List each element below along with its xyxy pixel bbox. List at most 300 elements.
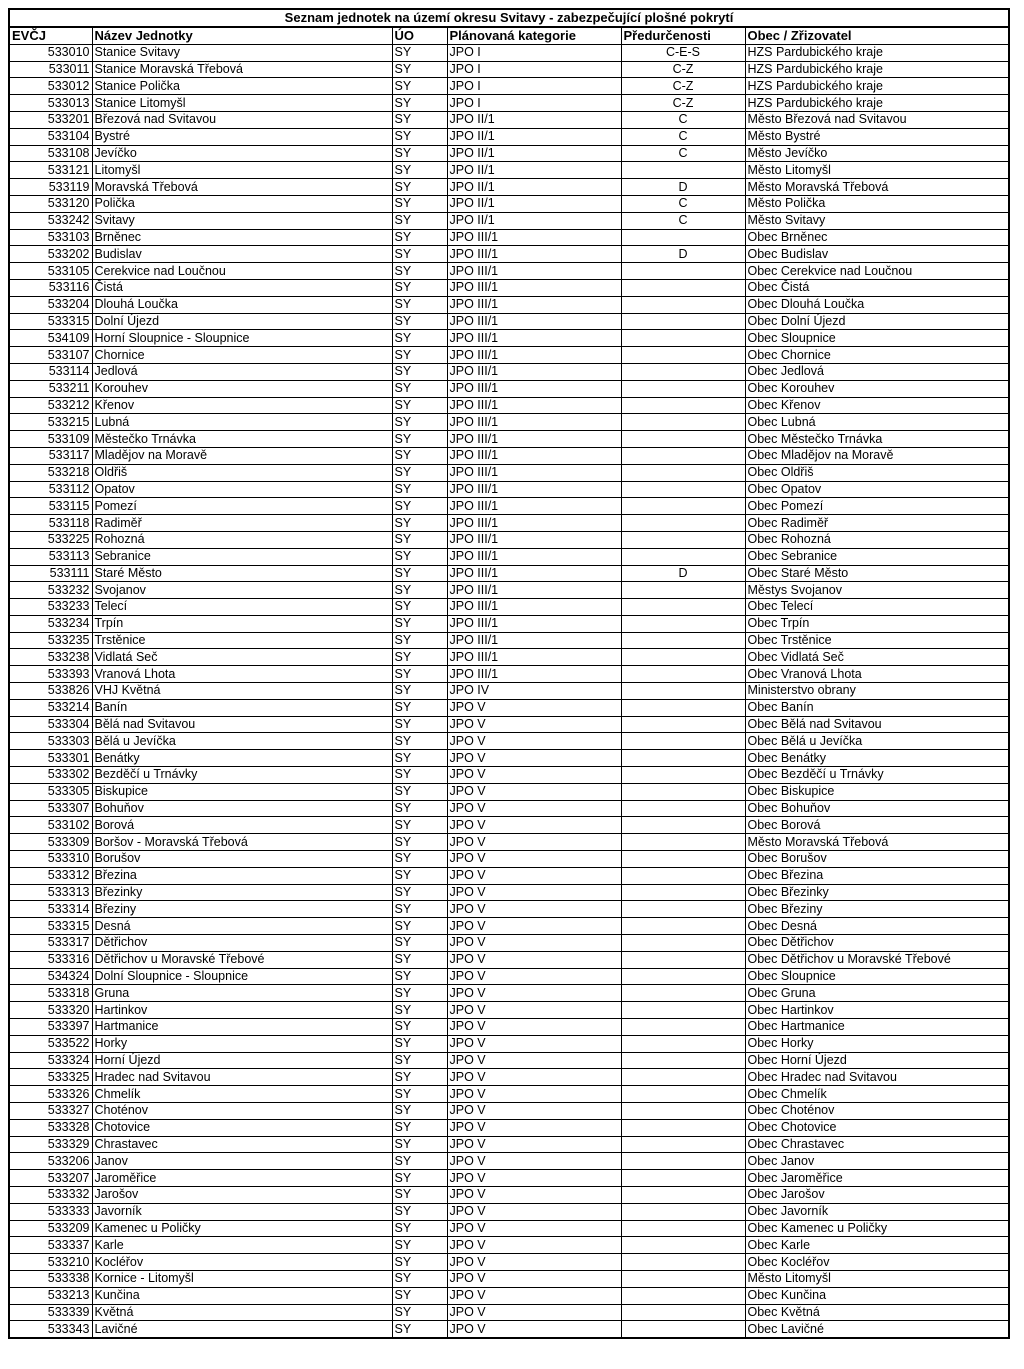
predetermination-cell xyxy=(621,1069,745,1086)
evcj-cell: 533327 xyxy=(10,1103,92,1120)
table-row xyxy=(10,498,1008,515)
unit-name-cell: Křenov xyxy=(92,397,392,414)
table-row xyxy=(10,263,1008,280)
municipality-cell: Obec Oldřiš xyxy=(745,464,1008,481)
unit-name-cell: Dětřichov xyxy=(92,935,392,952)
evcj-cell: 533315 xyxy=(10,313,92,330)
municipality-cell: Ministerstvo obrany xyxy=(745,683,1008,700)
category-cell: JPO V xyxy=(447,1052,621,1069)
evcj-cell: 533339 xyxy=(10,1304,92,1321)
evcj-cell: 533010 xyxy=(10,44,92,61)
predetermination-cell: C xyxy=(621,111,745,128)
table-row xyxy=(10,431,1008,448)
category-cell: JPO III/1 xyxy=(447,531,621,548)
evcj-cell: 533214 xyxy=(10,699,92,716)
predetermination-cell xyxy=(621,1153,745,1170)
evcj-cell: 533310 xyxy=(10,851,92,868)
table-row xyxy=(10,1287,1008,1304)
uo-cell: SY xyxy=(392,95,447,112)
predetermination-cell xyxy=(621,515,745,532)
municipality-cell: Obec Březinky xyxy=(745,884,1008,901)
municipality-cell: Obec Benátky xyxy=(745,750,1008,767)
predetermination-cell xyxy=(621,733,745,750)
municipality-cell: Obec Dolní Újezd xyxy=(745,313,1008,330)
evcj-cell: 533013 xyxy=(10,95,92,112)
uo-cell: SY xyxy=(392,531,447,548)
uo-cell: SY xyxy=(392,296,447,313)
unit-name-cell: Březová nad Svitavou xyxy=(92,111,392,128)
evcj-cell: 533111 xyxy=(10,565,92,582)
category-cell: JPO V xyxy=(447,867,621,884)
predetermination-cell xyxy=(621,666,745,683)
evcj-cell: 533305 xyxy=(10,783,92,800)
predetermination-cell xyxy=(621,1237,745,1254)
evcj-cell: 533304 xyxy=(10,716,92,733)
table-row xyxy=(10,699,1008,716)
unit-name-cell: Benátky xyxy=(92,750,392,767)
uo-cell: SY xyxy=(392,515,447,532)
category-cell: JPO V xyxy=(447,1270,621,1287)
predetermination-cell xyxy=(621,263,745,280)
municipality-cell: Obec Karle xyxy=(745,1237,1008,1254)
uo-cell: SY xyxy=(392,767,447,784)
predetermination-cell xyxy=(621,414,745,431)
evcj-cell: 533242 xyxy=(10,212,92,229)
table-row xyxy=(10,951,1008,968)
category-cell: JPO III/1 xyxy=(447,599,621,616)
unit-name-cell: Bělá u Jevíčka xyxy=(92,733,392,750)
evcj-cell: 533210 xyxy=(10,1254,92,1271)
category-cell: JPO V xyxy=(447,750,621,767)
unit-name-cell: Chrastavec xyxy=(92,1136,392,1153)
category-cell: JPO III/1 xyxy=(447,414,621,431)
evcj-cell: 533113 xyxy=(10,548,92,565)
category-cell: JPO III/1 xyxy=(447,347,621,364)
table-row xyxy=(10,1170,1008,1187)
evcj-cell: 533316 xyxy=(10,951,92,968)
municipality-cell: Obec Chotovice xyxy=(745,1119,1008,1136)
table-row xyxy=(10,128,1008,145)
table-row xyxy=(10,666,1008,683)
evcj-cell: 533301 xyxy=(10,750,92,767)
predetermination-cell xyxy=(621,683,745,700)
table-row xyxy=(10,683,1008,700)
unit-name-cell: Mladějov na Moravě xyxy=(92,447,392,464)
municipality-cell: Město Polička xyxy=(745,195,1008,212)
table-row xyxy=(10,1186,1008,1203)
uo-cell: SY xyxy=(392,380,447,397)
category-cell: JPO V xyxy=(447,767,621,784)
units-table xyxy=(10,27,1008,1337)
table-row xyxy=(10,599,1008,616)
category-cell: JPO V xyxy=(447,1203,621,1220)
uo-cell: SY xyxy=(392,1254,447,1271)
predetermination-cell: D xyxy=(621,179,745,196)
unit-name-cell: Sebranice xyxy=(92,548,392,565)
predetermination-cell xyxy=(621,1002,745,1019)
category-cell: JPO II/1 xyxy=(447,212,621,229)
uo-cell: SY xyxy=(392,1136,447,1153)
uo-cell: SY xyxy=(392,1119,447,1136)
table-row xyxy=(10,632,1008,649)
municipality-cell: Obec Brněnec xyxy=(745,229,1008,246)
predetermination-cell xyxy=(621,1203,745,1220)
evcj-cell: 533209 xyxy=(10,1220,92,1237)
category-cell: JPO III/1 xyxy=(447,330,621,347)
uo-cell: SY xyxy=(392,716,447,733)
evcj-cell: 533343 xyxy=(10,1321,92,1337)
evcj-cell: 533107 xyxy=(10,347,92,364)
unit-name-cell: Stanice Svitavy xyxy=(92,44,392,61)
predetermination-cell xyxy=(621,1119,745,1136)
category-cell: JPO V xyxy=(447,985,621,1002)
unit-name-cell: Trpín xyxy=(92,615,392,632)
uo-cell: SY xyxy=(392,985,447,1002)
table-row xyxy=(10,901,1008,918)
predetermination-cell xyxy=(621,447,745,464)
table-row xyxy=(10,1136,1008,1153)
unit-name-cell: Bezděčí u Trnávky xyxy=(92,767,392,784)
evcj-cell: 533393 xyxy=(10,666,92,683)
category-cell: JPO I xyxy=(447,78,621,95)
unit-name-cell: Polička xyxy=(92,195,392,212)
evcj-cell: 534109 xyxy=(10,330,92,347)
unit-name-cell: Stanice Polička xyxy=(92,78,392,95)
predetermination-cell xyxy=(621,279,745,296)
table-row xyxy=(10,867,1008,884)
unit-name-cell: Opatov xyxy=(92,481,392,498)
table-row xyxy=(10,397,1008,414)
category-cell: JPO V xyxy=(447,935,621,952)
predetermination-cell xyxy=(621,1103,745,1120)
table-row xyxy=(10,447,1008,464)
predetermination-cell: C xyxy=(621,195,745,212)
unit-name-cell: Stanice Litomyšl xyxy=(92,95,392,112)
category-cell: JPO V xyxy=(447,800,621,817)
predetermination-cell xyxy=(621,767,745,784)
category-cell: JPO V xyxy=(447,1086,621,1103)
table-row xyxy=(10,1304,1008,1321)
category-cell: JPO III/1 xyxy=(447,615,621,632)
predetermination-cell xyxy=(621,1287,745,1304)
municipality-cell: Obec Desná xyxy=(745,918,1008,935)
unit-name-cell: Trstěnice xyxy=(92,632,392,649)
evcj-cell: 533120 xyxy=(10,195,92,212)
unit-name-cell: Jedlová xyxy=(92,363,392,380)
uo-cell: SY xyxy=(392,78,447,95)
unit-name-cell: Vranová Lhota xyxy=(92,666,392,683)
uo-cell: SY xyxy=(392,1321,447,1337)
unit-name-cell: Javorník xyxy=(92,1203,392,1220)
municipality-cell: Město Litomyšl xyxy=(745,162,1008,179)
municipality-cell: Obec Biskupice xyxy=(745,783,1008,800)
category-cell: JPO I xyxy=(447,44,621,61)
unit-name-cell: Lavičné xyxy=(92,1321,392,1337)
predetermination-cell xyxy=(621,1220,745,1237)
evcj-cell: 533201 xyxy=(10,111,92,128)
table-row xyxy=(10,1254,1008,1271)
evcj-cell: 533218 xyxy=(10,464,92,481)
municipality-cell: HZS Pardubického kraje xyxy=(745,78,1008,95)
municipality-cell: Město Březová nad Svitavou xyxy=(745,111,1008,128)
municipality-cell: Městys Svojanov xyxy=(745,582,1008,599)
evcj-cell: 533202 xyxy=(10,246,92,263)
category-cell: JPO III/1 xyxy=(447,279,621,296)
unit-name-cell: Radiměř xyxy=(92,515,392,532)
predetermination-cell xyxy=(621,1136,745,1153)
evcj-cell: 533324 xyxy=(10,1052,92,1069)
unit-name-cell: Bystré xyxy=(92,128,392,145)
municipality-cell: Obec Vranová Lhota xyxy=(745,666,1008,683)
evcj-cell: 533104 xyxy=(10,128,92,145)
unit-name-cell: Korouhev xyxy=(92,380,392,397)
evcj-cell: 533338 xyxy=(10,1270,92,1287)
predetermination-cell xyxy=(621,851,745,868)
evcj-cell: 533333 xyxy=(10,1203,92,1220)
predetermination-cell xyxy=(621,750,745,767)
category-cell: JPO III/1 xyxy=(447,565,621,582)
table-row xyxy=(10,1220,1008,1237)
table-row xyxy=(10,1069,1008,1086)
evcj-cell: 533309 xyxy=(10,834,92,851)
predetermination-cell xyxy=(621,901,745,918)
category-cell: JPO V xyxy=(447,733,621,750)
municipality-cell: Město Bystré xyxy=(745,128,1008,145)
evcj-cell: 533232 xyxy=(10,582,92,599)
municipality-cell: Obec Jedlová xyxy=(745,363,1008,380)
table-row xyxy=(10,111,1008,128)
table-row xyxy=(10,565,1008,582)
uo-cell: SY xyxy=(392,498,447,515)
uo-cell: SY xyxy=(392,179,447,196)
predetermination-cell xyxy=(621,481,745,498)
uo-cell: SY xyxy=(392,1052,447,1069)
unit-name-cell: Čistá xyxy=(92,279,392,296)
predetermination-cell xyxy=(621,431,745,448)
unit-name-cell: Dolní Újezd xyxy=(92,313,392,330)
table-row xyxy=(10,363,1008,380)
municipality-cell: HZS Pardubického kraje xyxy=(745,61,1008,78)
predetermination-cell xyxy=(621,699,745,716)
unit-name-cell: Boršov - Moravská Třebová xyxy=(92,834,392,851)
municipality-cell: Obec Trstěnice xyxy=(745,632,1008,649)
predetermination-cell xyxy=(621,884,745,901)
evcj-cell: 533118 xyxy=(10,515,92,532)
predetermination-cell xyxy=(621,632,745,649)
unit-name-cell: Choténov xyxy=(92,1103,392,1120)
table-row xyxy=(10,1237,1008,1254)
evcj-cell: 533328 xyxy=(10,1119,92,1136)
category-cell: JPO II/1 xyxy=(447,195,621,212)
predetermination-cell xyxy=(621,363,745,380)
category-cell: JPO III/1 xyxy=(447,447,621,464)
category-cell: JPO III/1 xyxy=(447,481,621,498)
uo-cell: SY xyxy=(392,44,447,61)
table-row xyxy=(10,212,1008,229)
col-header-category: Plánovaná kategorie xyxy=(447,28,621,45)
uo-cell: SY xyxy=(392,951,447,968)
table-row xyxy=(10,1321,1008,1337)
table-row xyxy=(10,279,1008,296)
predetermination-cell xyxy=(621,1254,745,1271)
uo-cell: SY xyxy=(392,61,447,78)
evcj-cell: 533103 xyxy=(10,229,92,246)
predetermination-cell xyxy=(621,380,745,397)
uo-cell: SY xyxy=(392,1170,447,1187)
category-cell: JPO V xyxy=(447,1304,621,1321)
table-row xyxy=(10,800,1008,817)
table-row xyxy=(10,347,1008,364)
uo-cell: SY xyxy=(392,632,447,649)
category-cell: JPO I xyxy=(447,95,621,112)
uo-cell: SY xyxy=(392,615,447,632)
unit-name-cell: Oldřiš xyxy=(92,464,392,481)
uo-cell: SY xyxy=(392,1304,447,1321)
uo-cell: SY xyxy=(392,1220,447,1237)
evcj-cell: 533235 xyxy=(10,632,92,649)
table-row xyxy=(10,733,1008,750)
evcj-cell: 533116 xyxy=(10,279,92,296)
evcj-cell: 533332 xyxy=(10,1186,92,1203)
uo-cell: SY xyxy=(392,246,447,263)
category-cell: JPO V xyxy=(447,1019,621,1036)
evcj-cell: 533318 xyxy=(10,985,92,1002)
predetermination-cell xyxy=(621,330,745,347)
category-cell: JPO V xyxy=(447,1069,621,1086)
unit-name-cell: Hartinkov xyxy=(92,1002,392,1019)
uo-cell: SY xyxy=(392,666,447,683)
evcj-cell: 533329 xyxy=(10,1136,92,1153)
table-row xyxy=(10,1019,1008,1036)
table-row xyxy=(10,884,1008,901)
predetermination-cell xyxy=(621,985,745,1002)
predetermination-cell: C xyxy=(621,212,745,229)
predetermination-cell xyxy=(621,1321,745,1337)
table-row xyxy=(10,78,1008,95)
table-row xyxy=(10,1035,1008,1052)
category-cell: JPO V xyxy=(447,1035,621,1052)
table-row xyxy=(10,531,1008,548)
uo-cell: SY xyxy=(392,817,447,834)
unit-name-cell: Cerekvice nad Loučnou xyxy=(92,263,392,280)
uo-cell: SY xyxy=(392,1270,447,1287)
table-row xyxy=(10,750,1008,767)
evcj-cell: 533215 xyxy=(10,414,92,431)
table-row xyxy=(10,229,1008,246)
evcj-cell: 533312 xyxy=(10,867,92,884)
category-cell: JPO V xyxy=(447,1186,621,1203)
municipality-cell: Obec Kamenec u Poličky xyxy=(745,1220,1008,1237)
uo-cell: SY xyxy=(392,145,447,162)
unit-name-cell: Borušov xyxy=(92,851,392,868)
evcj-cell: 534324 xyxy=(10,968,92,985)
unit-name-cell: Kamenec u Poličky xyxy=(92,1220,392,1237)
evcj-cell: 533012 xyxy=(10,78,92,95)
predetermination-cell xyxy=(621,968,745,985)
unit-name-cell: Kornice - Litomyšl xyxy=(92,1270,392,1287)
category-cell: JPO III/1 xyxy=(447,380,621,397)
municipality-cell: Obec Horní Újezd xyxy=(745,1052,1008,1069)
predetermination-cell: C xyxy=(621,128,745,145)
predetermination-cell xyxy=(621,1186,745,1203)
municipality-cell: Město Moravská Třebová xyxy=(745,834,1008,851)
evcj-cell: 533121 xyxy=(10,162,92,179)
predetermination-cell: C-Z xyxy=(621,61,745,78)
predetermination-cell xyxy=(621,1270,745,1287)
municipality-cell: Obec Telecí xyxy=(745,599,1008,616)
predetermination-cell xyxy=(621,464,745,481)
table-body xyxy=(10,44,1008,1337)
municipality-cell: Obec Radiměř xyxy=(745,515,1008,532)
unit-name-cell: Bělá nad Svitavou xyxy=(92,716,392,733)
category-cell: JPO III/1 xyxy=(447,246,621,263)
evcj-cell: 533303 xyxy=(10,733,92,750)
evcj-cell: 533238 xyxy=(10,649,92,666)
uo-cell: SY xyxy=(392,867,447,884)
uo-cell: SY xyxy=(392,1103,447,1120)
table-row xyxy=(10,1270,1008,1287)
uo-cell: SY xyxy=(392,649,447,666)
table-row xyxy=(10,716,1008,733)
unit-name-cell: Dětřichov u Moravské Třebové xyxy=(92,951,392,968)
table-row xyxy=(10,851,1008,868)
unit-name-cell: VHJ Květná xyxy=(92,683,392,700)
unit-name-cell: Horní Újezd xyxy=(92,1052,392,1069)
col-header-uo: ÚO xyxy=(392,28,447,45)
uo-cell: SY xyxy=(392,212,447,229)
predetermination-cell xyxy=(621,1304,745,1321)
table-row xyxy=(10,615,1008,632)
col-header-predetermination: Předurčenosti xyxy=(621,28,745,45)
municipality-cell: Obec Budislav xyxy=(745,246,1008,263)
evcj-cell: 533317 xyxy=(10,935,92,952)
municipality-cell: Obec Pomezí xyxy=(745,498,1008,515)
category-cell: JPO V xyxy=(447,918,621,935)
unit-name-cell: Desná xyxy=(92,918,392,935)
predetermination-cell xyxy=(621,1086,745,1103)
predetermination-cell xyxy=(621,716,745,733)
uo-cell: SY xyxy=(392,935,447,952)
uo-cell: SY xyxy=(392,313,447,330)
table-row xyxy=(10,918,1008,935)
category-cell: JPO II/1 xyxy=(447,128,621,145)
municipality-cell: Obec Čistá xyxy=(745,279,1008,296)
category-cell: JPO III/1 xyxy=(447,582,621,599)
unit-name-cell: Březiny xyxy=(92,901,392,918)
category-cell: JPO II/1 xyxy=(447,162,621,179)
municipality-cell: Město Jevíčko xyxy=(745,145,1008,162)
category-cell: JPO V xyxy=(447,1321,621,1337)
municipality-cell: Obec Bezděčí u Trnávky xyxy=(745,767,1008,784)
municipality-cell: Obec Dětřichov xyxy=(745,935,1008,952)
unit-name-cell: Lubná xyxy=(92,414,392,431)
category-cell: JPO V xyxy=(447,1136,621,1153)
uo-cell: SY xyxy=(392,1186,447,1203)
municipality-cell: Obec Březiny xyxy=(745,901,1008,918)
predetermination-cell xyxy=(621,918,745,935)
municipality-cell: Obec Lubná xyxy=(745,414,1008,431)
table-row xyxy=(10,380,1008,397)
municipality-cell: Město Svitavy xyxy=(745,212,1008,229)
unit-name-cell: Banín xyxy=(92,699,392,716)
unit-name-cell: Gruna xyxy=(92,985,392,1002)
table-row xyxy=(10,162,1008,179)
uo-cell: SY xyxy=(392,548,447,565)
uo-cell: SY xyxy=(392,582,447,599)
table-row xyxy=(10,767,1008,784)
unit-name-cell: Rohozná xyxy=(92,531,392,548)
unit-name-cell: Borová xyxy=(92,817,392,834)
